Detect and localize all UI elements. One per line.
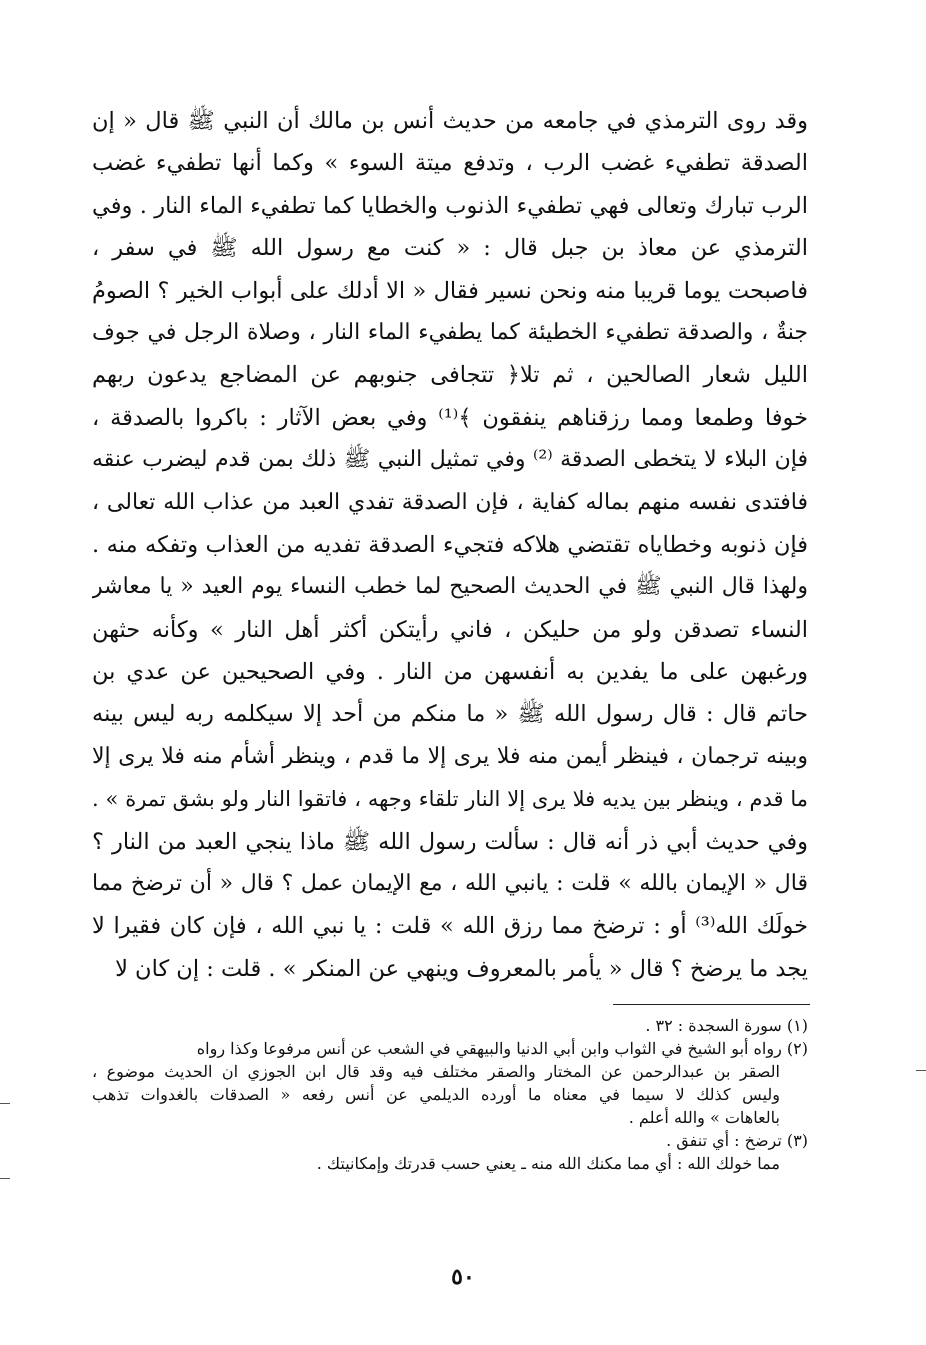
text-line: خولَك الله⁽³⁾ أو : ترضخ مما رزق الله » قلت : يا نبي الله ، فإن كان فقيرا لا	[92, 913, 808, 940]
margin-mark	[916, 1070, 926, 1071]
text-line: الترمذي عن معاذ بن جبل قال : « كنت مع رسول الله ﷺ في سفر ،	[92, 235, 808, 262]
text-line: الصدقة تطفيء غضب الرب ، وتدفع ميتة السوء » وكما أنها تطفيء غضب	[92, 150, 808, 177]
text-line: النساء تصدقن ولو من حليكن ، فاني رأيتكن أكثر أهل النار » وكأنه حثهن	[92, 616, 808, 643]
text-line: خوفا وطمعا ومما رزقناهم ينفقون ﴾⁽¹⁾ وفي بعض الآثار : باكروا بالصدقة ،	[92, 404, 808, 431]
text-line: فافتدى نفسه منهم بماله كفاية ، فإن الصدقة تفدي العبد من عذاب الله تعالى ،	[92, 489, 808, 515]
text-line: وبينه ترجمان ، فينظر أيمن منه فلا يرى إلا ما قدم ، وينظر أشأم منه فلا يرى إلا	[92, 743, 808, 769]
text-line: حاتم قال : قال رسول الله ﷺ « ما منكم من أحد إلا سيكلمه ربه ليس بينه	[92, 701, 808, 728]
footnotes	[92, 1014, 808, 1175]
margin-mark	[0, 1103, 10, 1104]
text-line: وقد روى الترمذي في جامعه من حديث أنس بن مالك أن النبي ﷺ قال « إن	[92, 108, 808, 134]
text-line: فاصبحت يوما قريبا منه ونحن نسير فقال « الا أدلك على أبواب الخير ؟ الصومُ	[92, 277, 808, 304]
margin-mark	[0, 1178, 10, 1179]
text-line: ولهذا قال النبي ﷺ في الحديث الصحيح لما خطب النساء يوم العيد « يا معاشر	[92, 574, 808, 600]
text-line: فإن ذنوبه وخطاياه تقتضي هلاكه فتجيء الصدقة تفديه من العذاب وتفكه منه .	[92, 531, 808, 558]
footnote-2: (٢) رواه أبو الشيخ في الثواب وابن أبي الدنيا والبيهقي في الشعب عن أنس مرفوعا وكذا رواه	[196, 1039, 808, 1058]
main-text	[92, 100, 808, 990]
text-line: الرب تبارك وتعالى فهي تطفيء الذنوب والخطايا كما تطفيء الماء النار . وفي	[92, 192, 808, 219]
footnote-separator	[613, 1004, 810, 1005]
text-line: جنةٌ ، والصدقة تطفيء الخطيئة كما يطفيء الماء النار ، وصلاة الرجل في جوف	[92, 319, 808, 345]
footnote-1: (١) سورة السجدة : ٣٢ .	[645, 1016, 808, 1035]
footnote-2-continuation: بالعاهات » والله أعلم .	[628, 1108, 780, 1127]
text-line: ما قدم ، وينظر بين يديه فلا يرى إلا النار تلقاء وجهه ، فاتقوا النار ولو بشق تمرة » .	[92, 787, 808, 812]
page-number: ٥٠	[451, 1264, 475, 1290]
footnote-2-continuation: الصقر بن عبدالرحمن عن المختار والصقر مختلف فيه وقد قال ابن الجوزي ان الحديث موضوع ،	[92, 1062, 780, 1081]
footnote-3-continuation: مما خولك الله : أي مما مكنك الله منه ـ يعني حسب قدرتك وإمكانيتك .	[316, 1154, 780, 1173]
text-line: وفي حديث أبي ذر أنه قال : سألت رسول الله ﷺ ماذا ينجي العبد من النار ؟	[92, 828, 808, 855]
text-line: فإن البلاء لا يتخطى الصدقة ⁽²⁾ وفي تمثيل النبي ﷺ ذلك بمن قدم ليضرب عنقه	[92, 447, 808, 473]
text-line: قال « الإيمان بالله » قلت : يانبي الله ، مع الإيمان عمل ؟ قال « أن ترضخ مما	[92, 871, 808, 897]
footnote-2-continuation: وليس كذلك لا سيما في معناه ما أورده الديلمي عن أنس رفعه « الصدقات بالغدوات تذهب	[92, 1085, 780, 1104]
text-line: يجد ما يرضخ ؟ قال « يأمر بالمعروف وينهي عن المنكر » . قلت : إن كان لا	[115, 955, 808, 982]
footnote-3: (٣) ترضخ : أي تنفق .	[666, 1131, 808, 1150]
text-line: ورغبهن على ما يفدين به أنفسهن من النار . وفي الصحيحين عن عدي بن	[92, 659, 808, 686]
text-line: الليل شعار الصالحين ، ثم تلا﴿ تتجافى جنوبهم عن المضاجع يدعون ربهم	[92, 362, 808, 389]
